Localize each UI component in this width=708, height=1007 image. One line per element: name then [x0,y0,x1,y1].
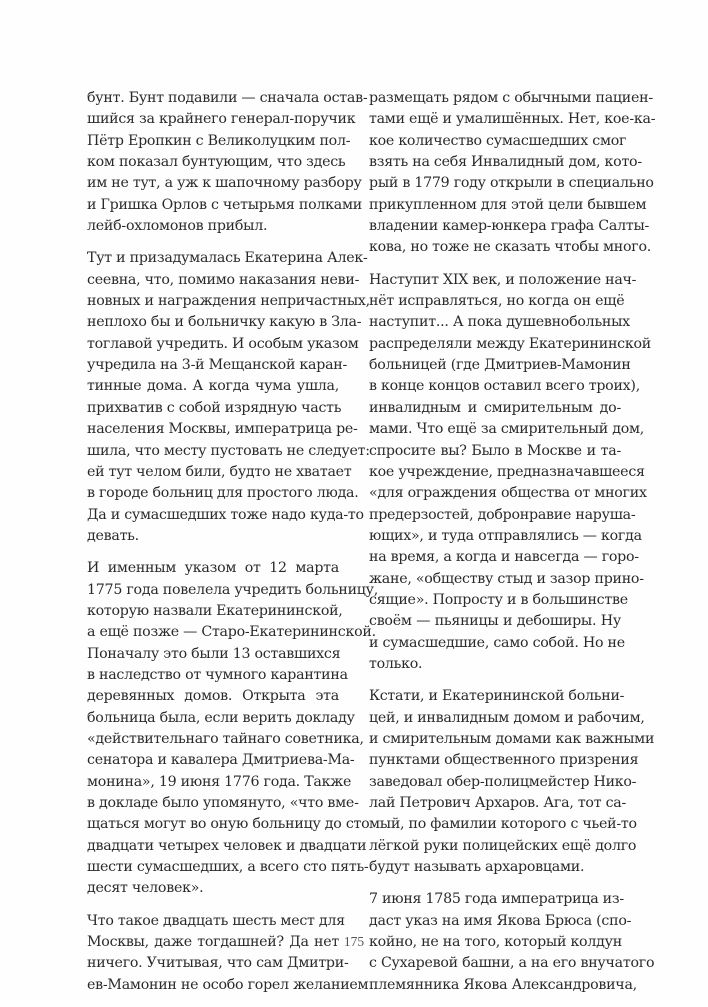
text-line: с Сухаревой башни, а на его внучатого [369,955,655,972]
text-line: больницей (где Дмитриев-Мамонин [369,357,631,374]
text-line: рый в 1779 году открыли в специально [369,175,654,192]
text-line: ей тут челом били, будто не хватает [87,463,352,480]
text-line: койно, не на того, который колдун [369,934,622,951]
text-line: «для ограждения общества от многих [369,485,647,502]
text-line: заведовал обер-полицмейстер Нико- [369,773,637,790]
text-line: девать. [87,527,139,544]
text-line: владении камер-юнкера графа Салты- [369,218,650,235]
text-line: нёт исправляться, но когда он ещё [369,293,625,310]
text-line: И именным указом от 12 марта [87,560,339,577]
text-line: бунт. Бунт подавили — сначала остав- [87,90,368,106]
text-line: в наследство от чумного карантина [87,666,348,683]
text-line: только. [369,655,423,672]
paragraph [369,686,655,878]
text-line: взять на себя Инвалидный дом, кото- [369,154,642,171]
text-line: сенатора и кавалера Дмитриева-Ма- [87,752,355,769]
text-line: им не тут, а уж к шапочному разбору [87,175,362,192]
text-line: Пётр Еропкин с Великолуцким пол- [87,132,351,149]
text-line: сящие». Попросту и в большинстве [369,591,628,608]
paragraph [87,248,370,547]
text-line: Тут и призадумалась Екатерина Алек- [87,250,368,267]
text-line: Что такое двадцать шесть мест для [87,912,345,929]
text-line: Да и сумасшедших тоже надо куда-то [87,506,364,523]
text-line: монина», 19 июня 1776 года. Также [87,773,352,790]
text-line: ничего. Учитывая, что сам Дмитри- [87,955,349,972]
text-line: тоглавой учредить. И особым указом [87,335,359,352]
text-line: «действительнаго тайнаго советника, [87,730,364,747]
text-line: в докладе было упомянуто, «что вме- [87,795,359,811]
text-line: племянника Якова Александровича, [369,976,637,993]
text-line: прихватив с собой изрядную часть [87,399,342,416]
text-line: мый, по фамилии которого с чьей-то [369,816,637,833]
text-line: которую назвали Екатерининской, [87,602,343,619]
text-line: деревянных домов. Открыта эта [87,688,339,705]
text-line: и Гришка Орлов с четырьмя полками [87,196,362,213]
paragraph [87,88,368,237]
text-line: шести сумасшедших, а всего сто пять- [87,859,369,876]
text-line: прикупленном для этой цели бывшем [369,196,647,213]
paragraph [369,270,651,676]
text-line: цей, и инвалидным домом и рабочим, [369,709,645,726]
text-line: кое учреждение, предназначавшееся [369,463,645,480]
paragraph [87,558,379,900]
text-line: шийся за крайнего генерал-поручик [87,111,356,128]
text-line: населения Москвы, императрица ре- [87,421,358,438]
text-line: Кстати, и Екатерининской больни- [369,688,625,705]
text-line: в конце концов оставил всего троих), [369,378,640,395]
text-line: тинные дома. А когда чума ушла, [87,378,339,395]
paragraph [369,88,656,259]
text-line: своём — пьяницы и дебоширы. Ну [369,613,621,630]
text-line: лейб-охломонов прибыл. [87,218,268,235]
text-line: распределяли между Екатерининской [369,335,651,352]
text-line: больница была, если верить докладу [87,709,355,726]
text-line: Наступит XIX век, и положение нач- [369,271,637,288]
text-line: щаться могут во оную больницу до сто [87,816,370,833]
text-line: Москвы, даже тогдашней? Да нет [87,934,339,951]
text-line: ком показал бунтующим, что здесь [87,154,346,171]
text-line: десят человек». [87,880,204,897]
text-line: будут называть архаровцами. [369,859,585,876]
text-line: кое количество сумасшедших смог [369,132,627,149]
text-line: двадцати четырех человек и двадцати [87,837,367,854]
text-line: а ещё позже — Старо-Екатерининской. [87,624,376,641]
right-column [369,88,656,1007]
text-line: на время, а когда и навсегда — горо- [369,549,639,566]
text-line: в городе больниц для простого люда. [87,485,359,502]
text-line: лай Петрович Архаров. Ага, тот са- [369,795,627,811]
text-line: неплохо бы и больничку какую в Зла- [87,314,362,331]
text-line: мами. Что ещё за смирительный дом, [369,421,645,438]
text-line: сеевна, что, помимо наказания неви- [87,271,360,288]
text-line: размещать рядом с обычными пациен- [369,90,653,106]
text-line: учредила на 3-й Мещанской каран- [87,357,348,374]
text-line: новных и награждения непричастных, [87,293,370,310]
text-line: наступит... А пока душевнобольных [369,314,630,331]
text-line: спросите вы? Было в Москве и та- [369,442,621,459]
text-line: и сумасшедшие, само собой. Но не [369,634,625,651]
text-line: предерзостей, добронравие наруша- [369,506,636,523]
text-line: Поначалу это были 13 оставшихся [87,645,341,662]
text-line: и смирительным домами как важными [369,730,655,747]
text-line: пунктами общественного призрения [369,752,639,769]
text-line: даст указ на имя Якова Брюса (спо- [369,912,632,929]
text-line: инвалидным и смирительным до- [369,399,621,416]
text-line: лёгкой руки полицейских ещё долго [369,837,637,854]
text-line: ющих», и туда отправлялись — когда [369,527,642,544]
text-line: 1775 года повелела учредить больницу, [87,581,379,598]
text-line: шила, что месту пустовать не следует: [87,442,370,459]
text-line: кова, но тоже не сказать чтобы много. [369,239,652,256]
text-line: жане, «обществу стыд и зазор прино- [369,570,644,587]
text-line: 7 июня 1785 года императрица из- [369,891,624,908]
text-line: ев-Мамонин не особо горел желанием [87,976,369,993]
page-number: 175 [343,934,365,949]
text-line: тами ещё и умалишённых. Нет, кое-ка- [369,111,656,128]
